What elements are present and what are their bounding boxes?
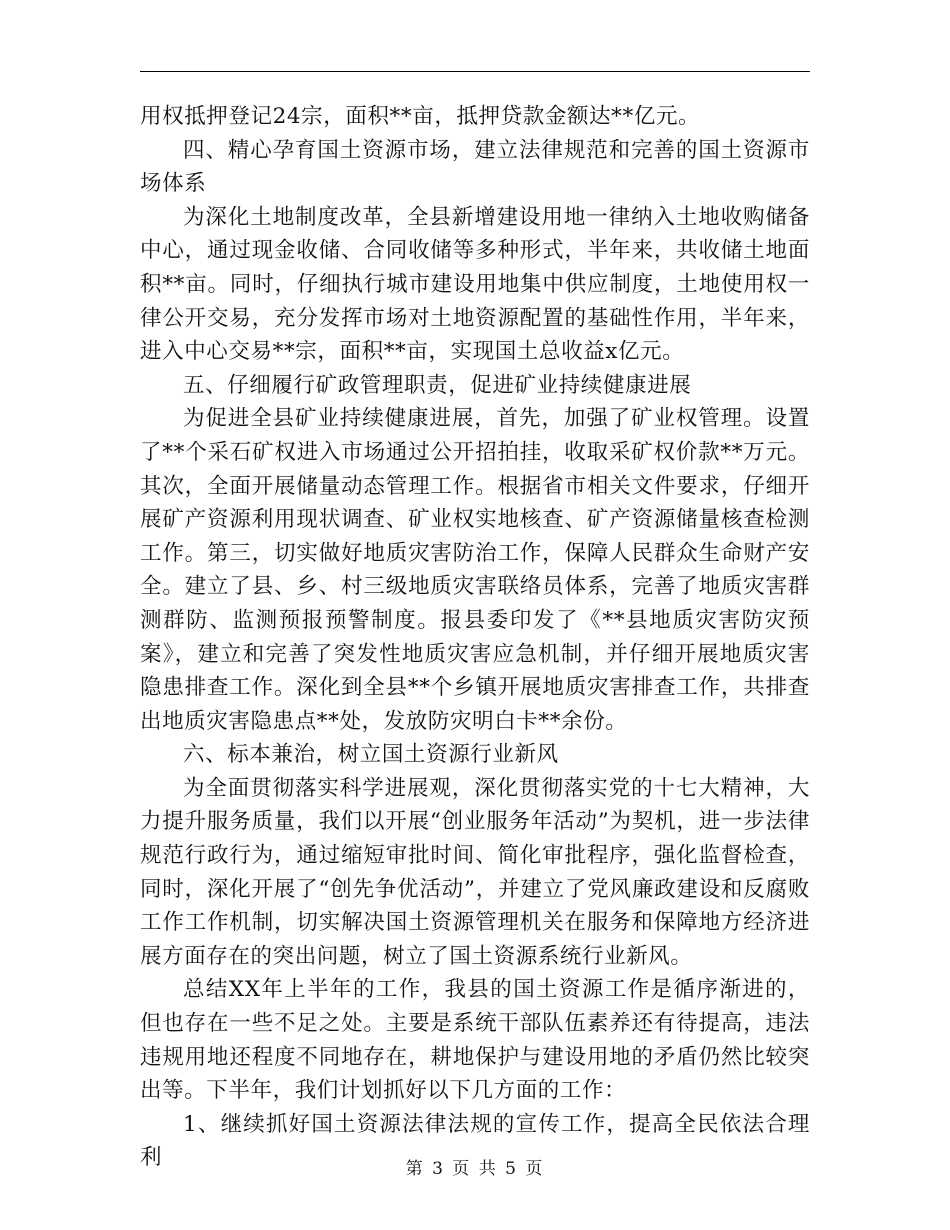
- header-rule: [140, 71, 810, 72]
- section-heading-6: 六、标本兼治，树立国土资源行业新风: [183, 742, 559, 768]
- page-footer: 第 3 页 共 5 页: [405, 1159, 545, 1179]
- section-heading-4: 四、精心孕育国土资源市场，建立法律规范和完善的国土资源市场体系: [140, 137, 810, 197]
- paragraph-summary: 总结XX年上半年的工作，我县的国土资源工作是循序渐进的，但也存在一些不足之处。主要是系统干部队伍素养还有待提高，违法违规用地还程度不同地存在，耕地保护与建设用地的矛盾仍然比较突出等。下半年，我们计划抓好以下几方面的工作：: [140, 977, 810, 1104]
- paragraph-market: 为深化土地制度改革，全县新增建设用地一律纳入土地收购储备中心，通过现金收储、合同收储等多种形式，半年来，共收储土地面积**亩。同时，仔细执行城市建设用地集中供应制度，土地使用权一律公开交易，充分发挥市场对土地资源配置的基础性作用，半年来，进入中心交易**宗，面积**亩，实现国土总收益x亿元。: [140, 204, 810, 365]
- section-heading-5: 五、仔细履行矿政管理职责，促进矿业持续健康进展: [183, 372, 692, 398]
- paragraph-continued: 用权抵押登记24宗，面积**亩，抵押贷款金额达**亿元。: [140, 104, 701, 129]
- paragraph-plan-item-1: 1、继续抓好国土资源法律法规的宣传工作，提高全民依法合理利: [140, 1111, 810, 1171]
- document-body: [140, 100, 810, 1175]
- paragraph-mining: 为促进全县矿业持续健康进展，首先，加强了矿业权管理。设置了**个采石矿权进入市场通过公开招拍挂，收取采矿权价款**万元。其次，全面开展储量动态管理工作。根据省市相关文件要求，仔细开展矿产资源利用现状调查、矿业权实地核查、矿产资源储量核查检测工作。第三，切实做好地质灾害防治工作，保障人民群众生命财产安全。建立了县、乡、村三级地质灾害联络员体系，完善了地质灾害群测群防、监测预报预警制度。报县委印发了《**县地质灾害防灾预案》，建立和完善了突发性地质灾害应急机制，并仔细开展地质灾害隐患排查工作。深化到全县**个乡镇开展地质灾害排查工作，共排查出地质灾害隐患点**处，发放防灾明白卡**余份。: [140, 406, 810, 734]
- paragraph-industry-style: 为全面贯彻落实科学进展观，深化贯彻落实党的十七大精神，大力提升服务质量，我们以开展“创业服务年活动”为契机，进一步法律规范行政行为，通过缩短审批时间、简化审批程序，强化监督检查，同时，深化开展了“创先争优活动”，并建立了党风廉政建设和反腐败工作工作机制，切实解决国土资源管理机关在服务和保障地方经济进展方面存在的突出问题，树立了国土资源系统行业新风。: [140, 775, 810, 969]
